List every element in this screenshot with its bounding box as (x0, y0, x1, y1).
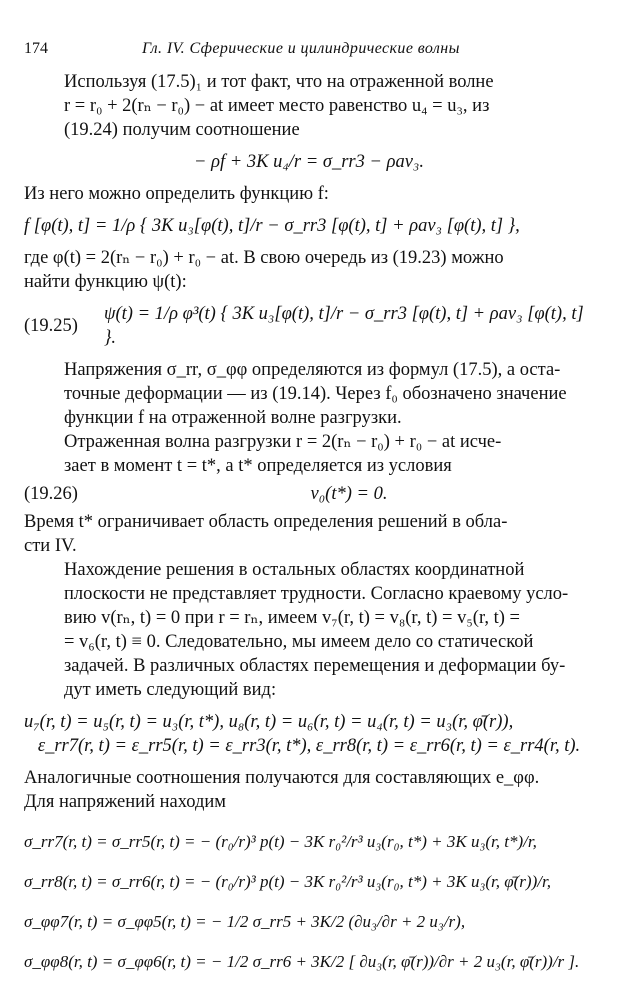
text-line: найти функцию ψ(t): (24, 272, 187, 292)
paragraph (24, 430, 594, 478)
equation (24, 214, 594, 238)
equation (24, 150, 594, 174)
equation-body: σ_rr7(r, t) = σ_rr5(r, t) = − (r₀/r)³ p(t) − 3K r₀²/r³ u₃(r₀, t*) + 3K u₃(r, t*)/r, (24, 832, 537, 851)
equation-label: (19.25) (24, 316, 78, 336)
text-line: дут иметь следующий вид: (64, 680, 277, 700)
text-line: Время t* ограничивает область определения решений в обла- (24, 512, 508, 532)
page-body (24, 70, 594, 982)
text-line: сти IV. (24, 536, 77, 556)
paragraph (24, 510, 594, 558)
text-line: зает в момент t = t*, а t* определяется из условия (64, 456, 452, 476)
paragraph (24, 558, 594, 702)
text-line: задачей. В различных областях перемещения и деформации бу- (64, 656, 566, 676)
text-line: Для напряжений находим (24, 792, 226, 812)
paragraph (24, 358, 594, 430)
text-line: Из него можно определить функцию f: (24, 184, 329, 204)
text-line: Напряжения σ_rr, σ_φφ определяются из формул (17.5), а оста- (64, 360, 561, 380)
paragraph (24, 246, 594, 294)
text-line: вию v(rₙ, t) = 0 при r = rₙ, имеем v₇(r, t) = v₈(r, t) = v₅(r, t) = (64, 608, 520, 628)
text-line: = v₆(r, t) ≡ 0. Следовательно, мы имеем дело со статической (64, 632, 534, 652)
text-line: где φ(t) = 2(rₙ − r₀) + r₀ − at. В свою очередь из (19.23) можно (24, 248, 504, 268)
page-number: 174 (24, 40, 48, 57)
equation-body: − ρf + 3K u₄/r = σ_rr3 − ρav₃. (194, 152, 424, 172)
equation (24, 710, 594, 734)
running-title: Гл. IV. Сферические и цилиндрические волны (142, 40, 460, 57)
equation-body: σ_φφ8(r, t) = σ_φφ6(r, t) = − 1/2 σ_rr6 + 3K/2 [ ∂u₃(r, φ̄(r))/∂r + 2 u₃(r, φ̄(r))/r ]. (24, 952, 580, 971)
equation-body: ε_rr7(r, t) = ε_rr5(r, t) = ε_rr3(r, t*), ε_rr8(r, t) = ε_rr6(r, t) = ε_rr4(r, t). (37, 736, 581, 756)
text-line: (19.24) получим соотношение (64, 120, 300, 140)
equation (24, 942, 594, 982)
equation-body: u₇(r, t) = u₅(r, t) = u₃(r, t*), u₈(r, t) = u₆(r, t) = u₄(r, t) = u₃(r, φ̄(r)), (24, 712, 514, 732)
equation-numbered (24, 302, 594, 350)
paragraph (24, 766, 594, 814)
paragraph (24, 70, 594, 142)
text-line: точные деформации — из (19.14). Через f₀ обозначено значение (64, 384, 567, 404)
page-header (24, 40, 589, 64)
text-line: плоскости не представляет трудности. Согласно краевому усло- (64, 584, 569, 604)
text-line: Нахождение решения в остальных областях координатной (64, 560, 525, 580)
equation (24, 822, 594, 862)
text-line: Используя (17.5)₁ и тот факт, что на отраженной волне (64, 72, 494, 92)
equation (24, 902, 594, 942)
equation-body: v₀(t*) = 0. (310, 484, 388, 504)
equation-body: σ_φφ7(r, t) = σ_φφ5(r, t) = − 1/2 σ_rr5 + 3K/2 (∂u₃/∂r + 2 u₃/r), (24, 912, 466, 931)
text-line: Аналогичные соотношения получаются для составляющих e_φφ. (24, 768, 540, 788)
equation-body: σ_rr8(r, t) = σ_rr6(r, t) = − (r₀/r)³ p(t) − 3K r₀²/r³ u₃(r₀, t*) + 3K u₃(r, φ̄(r))/r, (24, 872, 551, 891)
equation-body: ψ(t) = 1/ρ φ³(t) { 3K u₃[φ(t), t]/r − σ_rr3 [φ(t), t] + ρav₃ [φ(t), t] }. (104, 304, 584, 348)
paragraph (24, 182, 594, 206)
equation-numbered (24, 482, 594, 506)
equation-body: f [φ(t), t] = 1/ρ { 3K u₃[φ(t), t]/r − σ_rr3 [φ(t), t] + ρav₃ [φ(t), t] }, (24, 216, 520, 236)
text-line: функции f на отраженной волне разгрузки. (64, 408, 402, 428)
text-line: r = r₀ + 2(rₙ − r₀) − at имеет место равенство u₄ = u₃, из (64, 96, 490, 116)
equation-label: (19.26) (24, 484, 78, 504)
equation (24, 734, 594, 758)
equation (24, 862, 594, 902)
text-line: Отраженная волна разгрузки r = 2(rₙ − r₀) + r₀ − at исче- (64, 432, 502, 452)
